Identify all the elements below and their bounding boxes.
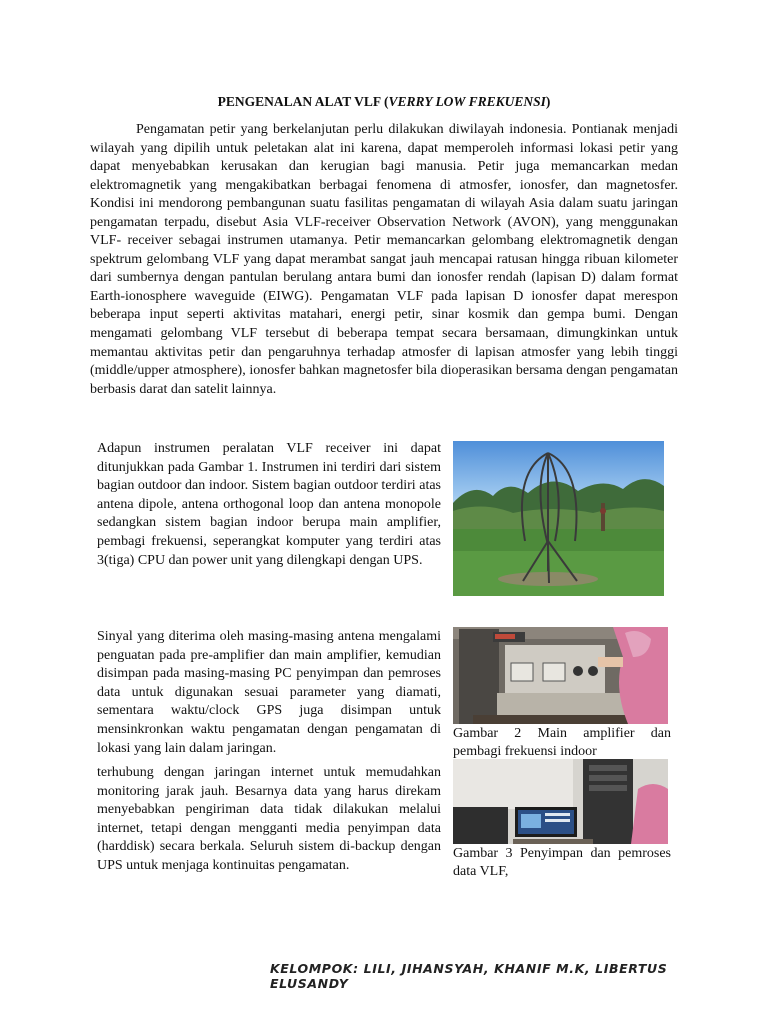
computer-photo [453,759,668,844]
amplifier-photo [453,627,668,724]
title-italic-text: VERRY LOW FREKUENSI [388,94,546,109]
intro-paragraph: Pengamatan petir yang berkelanjutan perlu dilakukan diwilayah indonesia. Pontianak menjadi wilayah yang dipilih untuk peletakan alat ini karena, dapat memperoleh informasi lokasi petir yang dapat menyebabkan kerusakan dan kerugian bagi manusia. Petir juga memancarkan medan elektromagnetik yang mengakibatkan berbagai fenomena di atmosfer, ionosfer, dan magnetosfer. Kondisi ini mendorong pembangunan suatu fasilitas pengamatan di wilayah Asia dalam suatu jaringan pengamatan terpadu, disebut Asia VLF-receiver Observation Network (AVON), yang menggunakan VLF- receiver sebagai instrumen utamanya. Petir memancarkan gelombang elektromagnetik dengan spektrum gelombang VLF yang dapat merambat sangat jauh mencapai ratusan hingga ribuan kilometer dari sumbernya dengan pantulan berulang antara bumi dan ionosfer rendah (lapisan D) dalam format Earth-ionosphere waveguide (EIWG). Pengamatan VLF pada lapisan D ionosfer dapat merespon beberapa input seperti aktivitas matahari, energi petir, sinar kosmik dan gempa bumi. Dengan mengamati gelombang VLF tersebut di beberapa tempat secara bersamaan, dimungkinkan untuk memantau aktivitas petir dan pengaruhnya terhadap atmosfer di lapisan atmosfer yang lebih tinggi (middle/upper atmosphere), ionosfer bahkan magnetosfer bila dioperasikan bersama dengan pengamatan berbasis darat dan satelit lainnya. [90,122,678,397]
title-text: PENGENALAN ALAT VLF ( [217,94,389,109]
document-title [90,94,678,110]
instrument-paragraph: Adapun instrumen peralatan VLF receiver ini dapat ditunjukkan pada Gambar 1. Instrumen ini terdiri dari sistem bagian outdoor dan indoor. Sistem bagian outdoor terdiri atas antena dipole, antena orthogonal loop dan antena monopole sedangkan sistem bagian indoor berupa main amplifier, pembagi frekuensi, seperangkat komputer yang terdiri atas 3(tiga) CPU dan power unit yang dilengkapi dengan UPS. [97,441,441,568]
signal-paragraph: Sinyal yang diterima oleh masing-masing antena mengalami penguatan pada pre-amplifier dan main amplifier, kemudian disimpan pada masing-masing PC penyimpan dan pemroses data untuk digunakan sesuai parameter yang diamati, sementara waktu/clock GPS juga disimpan untuk mensinkronkan waktu pengamatan dengan pengamatan di lokasi yang lain dalam jaringan. [97,629,441,756]
figure2-caption: Gambar 2 Main amplifier dan pembagi frekuensi indoor [453,726,671,759]
figure3-caption: Gambar 3 Penyimpan dan pemroses data VLF, [453,846,671,879]
title-suffix: ) [545,94,551,109]
antenna-photo [453,441,664,596]
group-members-footer: KELOMPOK: LILI, JIHANSYAH, KHANIF M.K, LIBERTUS ELUSANDY [270,961,668,991]
network-paragraph: terhubung dengan jaringan internet untuk memudahkan monitoring jarak jauh. Besarnya data yang harus direkam menyebabkan pengiriman data tidak dilakukan melalui internet, tetapi dengan mengganti media penyimpan data (harddisk) secara berkala. Seluruh sistem di-backup dengan UPS untuk menjaga kontinuitas pengamatan. [97,765,441,873]
